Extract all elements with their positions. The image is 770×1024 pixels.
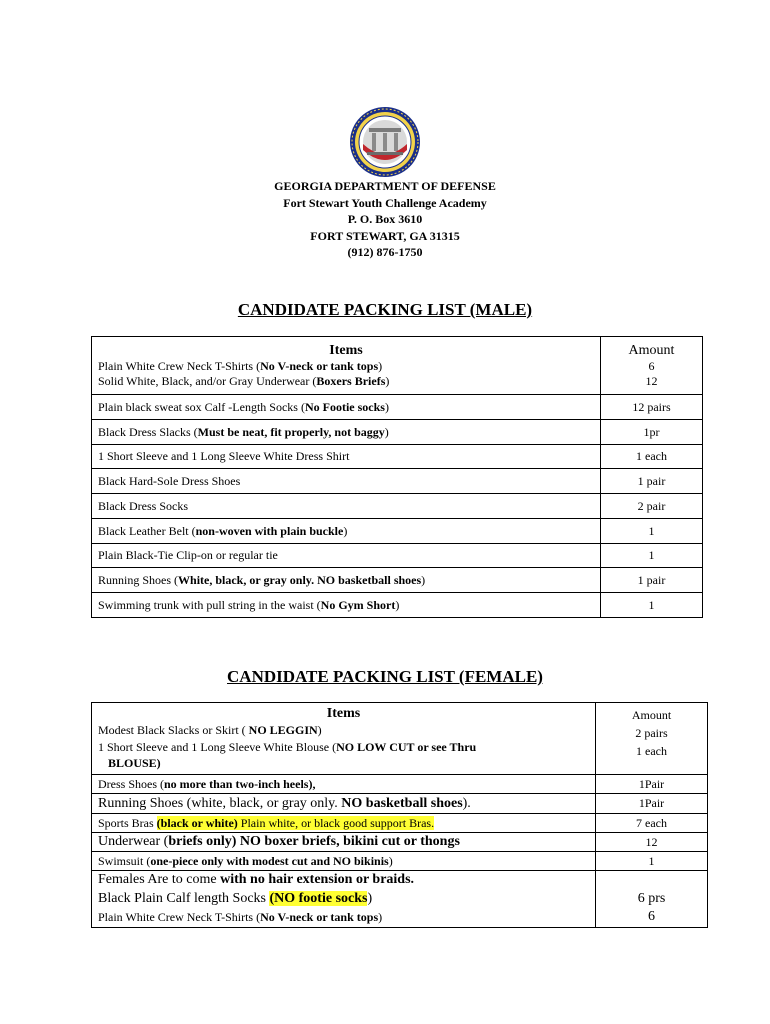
table-row: Running Shoes (white, black, or gray only. NO basketball shoes). 1Pair <box>92 794 708 814</box>
table-row: Plain Black-Tie Clip-on or regular tie 1 <box>92 544 703 568</box>
items-header: Items <box>326 705 361 721</box>
amount-cell: 6 prs 6 <box>596 871 708 928</box>
amount-cell: Amount 6 12 <box>601 337 703 395</box>
table-row: Swimming trunk with pull string in the waist (No Gym Short) 1 <box>92 593 703 618</box>
table-row: 1 Short Sleeve and 1 Long Sleeve White Dress Shirt 1 each <box>92 445 703 469</box>
table-row: Sports Bras (black or white) Plain white, or black good support Bras. 7 each <box>92 814 708 833</box>
male-list-title: CANDIDATE PACKING LIST (MALE) <box>237 300 533 319</box>
items-cell: Items Modest Black Slacks or Skirt ( NO LEGGIN) 1 Short Sleeve and 1 Long Sleeve White Blouse (NO LOW CUT or see Thru BLOUSE) <box>92 703 596 775</box>
table-row: Running Shoes (White, black, or gray only. NO basketball shoes) 1 pair <box>92 568 703 593</box>
items-header: Items <box>329 342 363 358</box>
amount-cell: Amount 2 pairs 1 each <box>596 703 708 775</box>
table-row <box>92 703 708 775</box>
female-packing-table <box>91 702 708 928</box>
male-packing-table <box>91 336 703 618</box>
table-row: Black Dress Socks 2 pair <box>92 494 703 519</box>
address-block <box>0 178 770 261</box>
table-row <box>92 871 708 928</box>
table-row <box>92 337 703 395</box>
po-box: P. O. Box 3610 <box>347 212 423 226</box>
table-row: Underwear (briefs only) NO boxer briefs, bikini cut or thongs 12 <box>92 833 708 852</box>
list-item: Plain White Crew Neck T-Shirts (No V-neck or tank tops) <box>98 910 383 924</box>
table-row: Black Leather Belt (non-woven with plain buckle) 1 <box>92 519 703 544</box>
table-row: Black Dress Slacks (Must be neat, fit properly, not baggy) 1pr <box>92 420 703 445</box>
list-item: 1 Short Sleeve and 1 Long Sleeve White Blouse (NO LOW CUT or see Thru <box>98 739 477 754</box>
items-cell <box>92 337 601 395</box>
list-item: Black Plain Calf length Socks (NO footie socks) <box>98 890 373 906</box>
list-item: Solid White, Black, and/or Gray Underwear (Boxers Briefs) <box>98 373 390 388</box>
amount-header: Amount <box>631 708 672 722</box>
city-state-zip: FORT STEWART, GA 31315 <box>310 228 460 243</box>
georgia-seal-icon <box>349 106 421 178</box>
table-row: Plain black sweat sox Calf -Length Socks (No Footie socks) 12 pairs <box>92 395 703 420</box>
academy-name: Fort Stewart Youth Challenge Academy <box>283 195 487 210</box>
phone-number: (912) 876-1750 <box>347 245 423 259</box>
list-item: Modest Black Slacks or Skirt ( NO LEGGIN) <box>98 723 322 737</box>
list-item: Females Are to come with no hair extension or braids. <box>98 872 415 887</box>
table-row: Black Hard-Sole Dress Shoes 1 pair <box>92 469 703 494</box>
female-list-title: CANDIDATE PACKING LIST (FEMALE) <box>227 667 543 686</box>
org-name: GEORGIA DEPARTMENT OF DEFENSE <box>274 179 496 193</box>
table-row: Dress Shoes (no more than two-inch heels), 1Pair <box>92 775 708 794</box>
amount-header: Amount <box>628 342 675 358</box>
list-item: Plain White Crew Neck T-Shirts (No V-neck or tank tops) <box>98 358 383 373</box>
table-row: Swimsuit (one-piece only with modest cut and NO bikinis) 1 <box>92 852 708 871</box>
